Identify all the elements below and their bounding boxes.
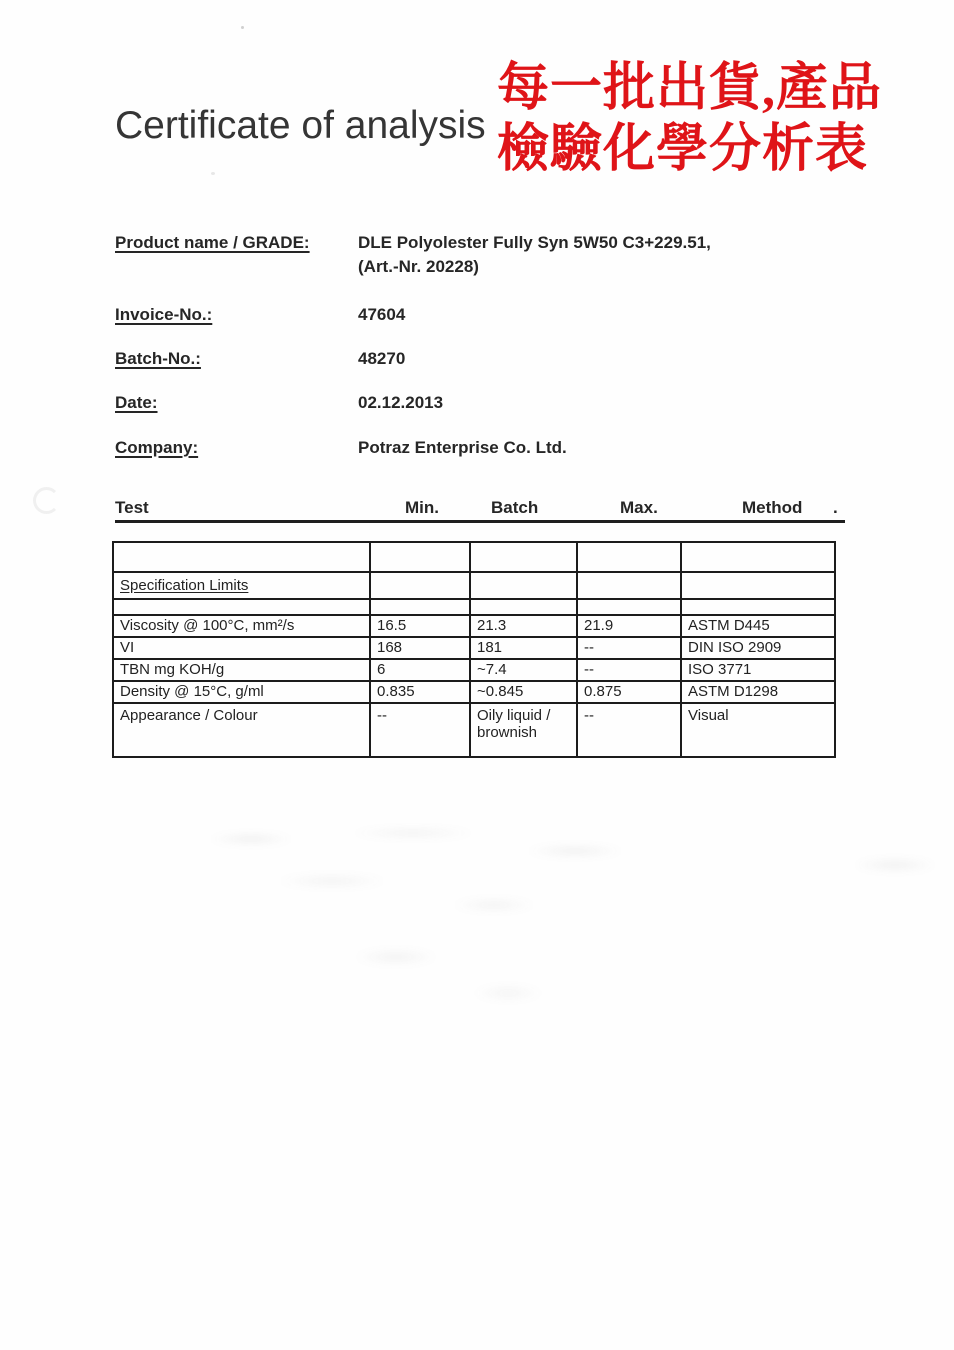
table-row-viscosity [113,615,835,637]
table-row-appearance [113,703,835,757]
red-stamp-line1: 每一批出貨,產品 [497,60,883,117]
cell-max: -- [577,659,681,681]
cell-batch: ~7.4 [470,659,577,681]
date-label: Date: [115,393,158,412]
cell-test: Density @ 15°C, g/ml [113,681,370,703]
header-batch: Batch [491,498,539,517]
scan-bleedthrough-artifact [820,845,954,885]
table-row-tbn [113,659,835,681]
company-label: Company: [115,438,199,457]
invoice-value: 47604 [358,305,406,324]
cell-batch: 21.3 [470,615,577,637]
table-row-spacer [113,542,835,572]
cell-max: -- [577,637,681,659]
cell-test: TBN mg KOH/g [113,659,370,681]
header-trailing-dot: . [833,498,838,517]
batch-value: 48270 [358,349,406,368]
cell-test: Viscosity @ 100°C, mm²/s [113,615,370,637]
product-value [358,232,855,277]
header-test: Test [115,498,149,517]
cell-test: VI [113,637,370,659]
cell-min: -- [370,703,470,757]
cell-max: -- [577,703,681,757]
cell-method: Visual [681,703,835,757]
batch-label: Batch-No.: [115,349,201,368]
results-table [112,541,836,758]
cell-max: 0.875 [577,681,681,703]
cell-min: 0.835 [370,681,470,703]
cell-method: ASTM D1298 [681,681,835,703]
cell-method: ASTM D445 [681,615,835,637]
product-value-line1: DLE Polyolester Fully Syn 5W50 C3+229.51, [358,233,711,252]
info-row-invoice [115,304,855,325]
info-row-company [115,437,855,458]
info-row-batch [115,348,855,369]
scan-speck [241,26,244,29]
results-header [115,498,845,523]
table-row-vi [113,637,835,659]
section-label: Specification Limits [120,576,249,594]
header-max: Max. [620,498,658,517]
page-title: Certificate of analysis [115,104,486,147]
info-row-date [115,392,855,413]
cell-batch: ~0.845 [470,681,577,703]
cell-max: 21.9 [577,615,681,637]
product-label: Product name / GRADE: [115,233,310,252]
table-row-section [113,572,835,599]
cell-method: ISO 3771 [681,659,835,681]
table-row-spacer [113,599,835,615]
cell-method: DIN ISO 2909 [681,637,835,659]
invoice-label: Invoice-No.: [115,305,213,324]
header-min: Min. [405,498,439,517]
company-value: Potraz Enterprise Co. Ltd. [358,438,567,457]
cell-min: 168 [370,637,470,659]
red-stamp-line2: 檢驗化學分析表 [497,121,869,178]
scan-speck [211,172,215,175]
scan-bleedthrough-artifact [300,930,620,1020]
cell-min: 16.5 [370,615,470,637]
product-value-line2: (Art.-Nr. 20228) [358,257,479,276]
red-stamp-text [497,58,942,180]
cell-batch: Oily liquid / brownish [470,703,577,757]
cell-batch: 181 [470,637,577,659]
cell-min: 6 [370,659,470,681]
scan-bleedthrough-artifact [170,815,710,935]
header-method: Method [742,498,803,517]
date-value: 02.12.2013 [358,393,444,412]
cell-test: Appearance / Colour [113,703,370,757]
info-row-product [115,232,855,277]
table-row-density [113,681,835,703]
punch-hole-mark [33,487,60,514]
